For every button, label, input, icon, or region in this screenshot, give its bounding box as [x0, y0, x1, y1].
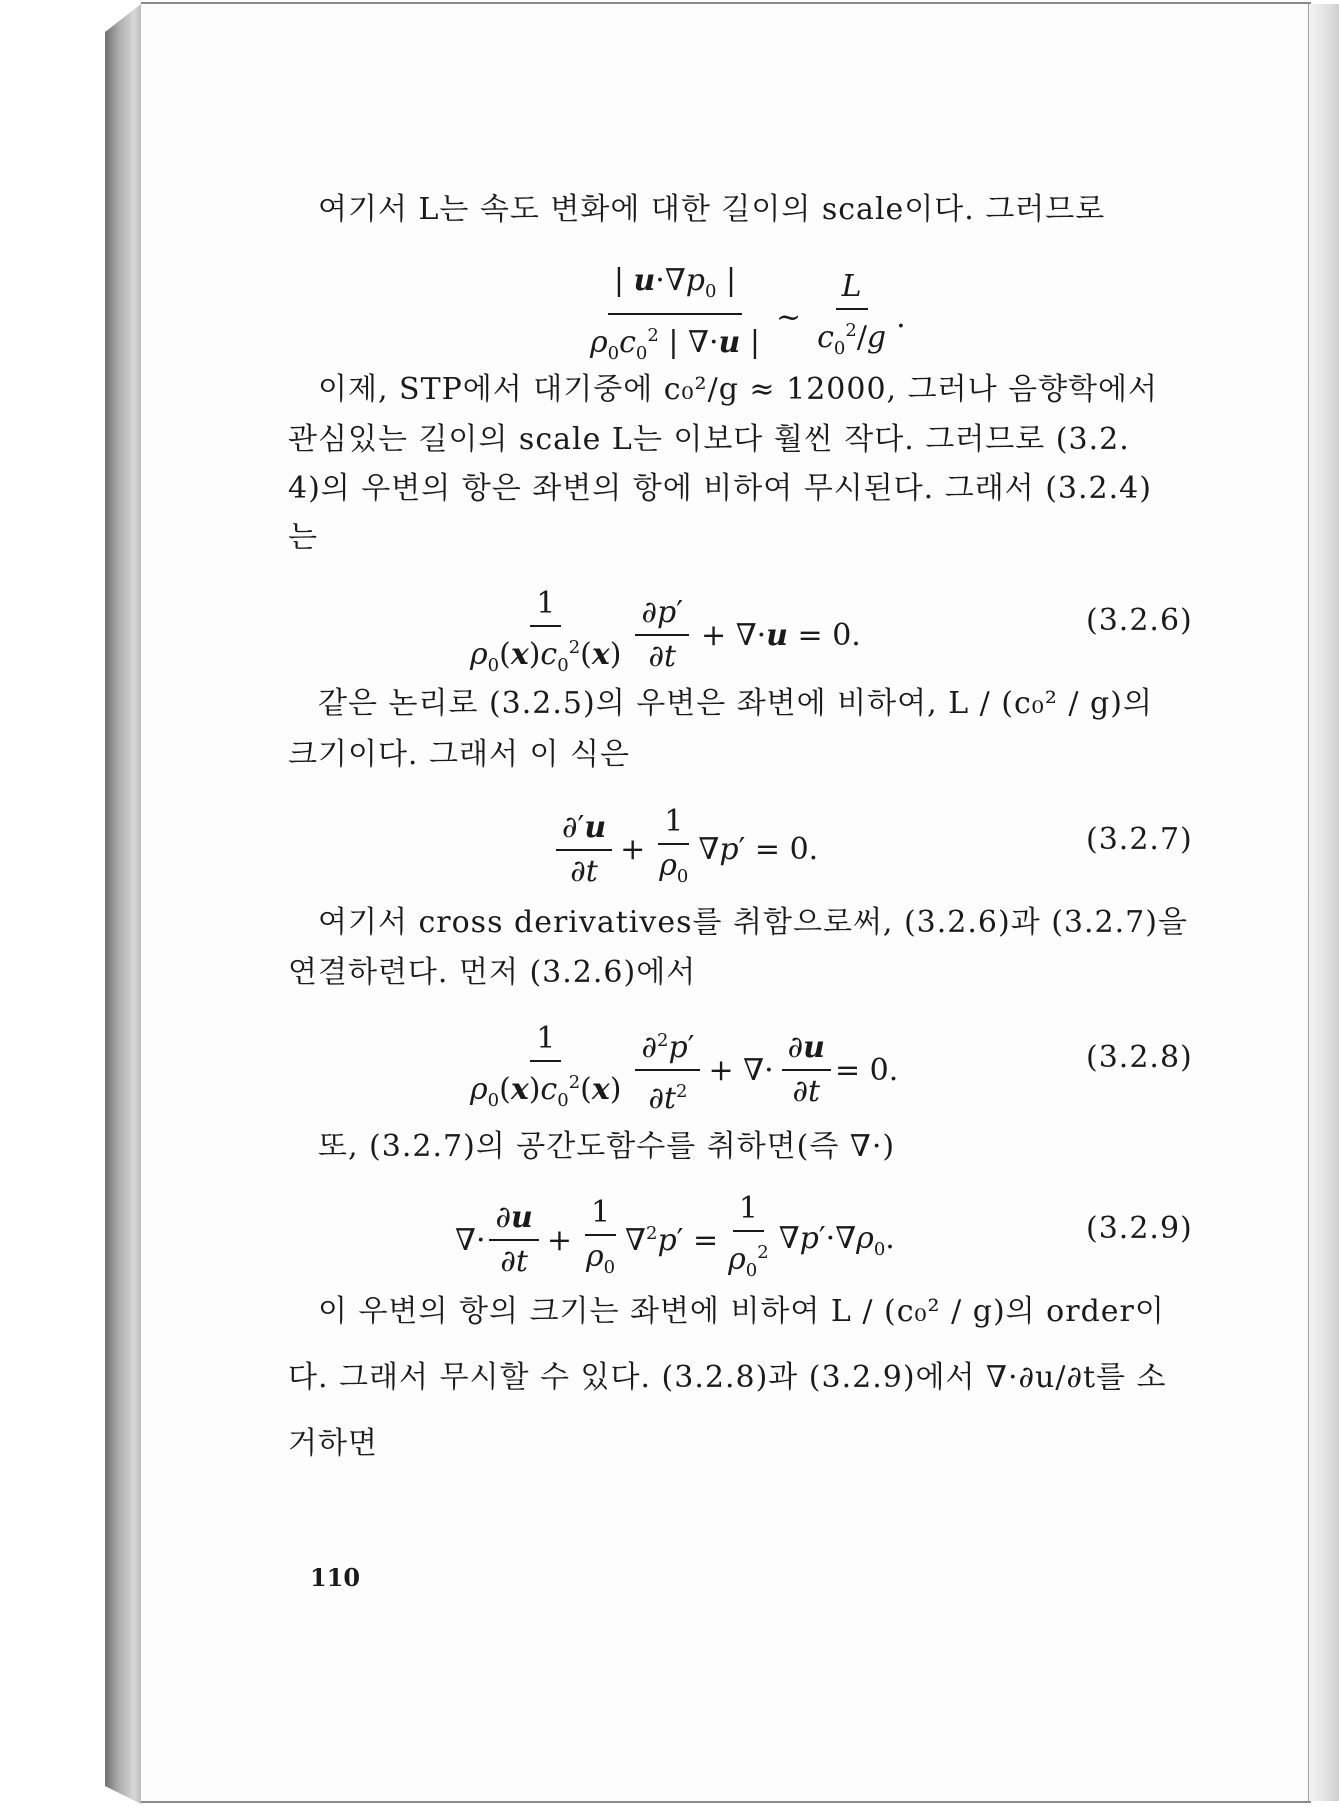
book-spine [105, 4, 141, 1804]
text-line-12: 다. 그래서 무시할 수 있다. (3.2.8)과 (3.2.9)에서 ∇·∂u/∂t를 소 [288, 1360, 1167, 1395]
text-line-4: 4)의 우변의 항은 좌변의 항에 비하여 무시된다. 그래서 (3.2.4) [288, 471, 1152, 506]
text-line-2: 이제, STP에서 대기중에 c₀²/g ≈ 12000, 그러나 음향학에서 [318, 372, 1158, 407]
equation-number: (3.2.9) [1086, 1211, 1193, 1246]
equation-ratio: $\frac{| u\cdot\nabla p_0 |}{\rho_0c_0^2 | \nabla\cdot u |}$ ~ $\frac{L}{c_0^2/g}$ . [590, 263, 906, 364]
text-line-8: 여기서 cross derivatives를 취함으로써, (3.2.6)과 (3.2.7)을 [318, 905, 1188, 940]
equation-number: (3.2.8) [1086, 1040, 1193, 1075]
equation-3-2-9: ∇· $\frac{\partial u}{\partial t}$ + $\frac{1}{\rho_0}$ ∇$^2$p′ = $\frac{1}{\rho_0^2}$ $\nabla p'\cdot\nabla\rho_0$. [455, 1191, 895, 1281]
equation-3-2-7: $\frac{\partial'u}{\partial t}$ + $\frac{1}{\rho_0}$ ∇p′ = 0. [552, 803, 818, 896]
text-line-6: 같은 논리로 (3.2.5)의 우변은 좌변에 비하여, L / (c₀² / g)의 [318, 686, 1153, 721]
equation-number: (3.2.6) [1086, 603, 1193, 638]
text-line-11: 이 우변의 항의 크기는 좌변에 비하여 L / (c₀² / g)의 order이 [318, 1294, 1165, 1329]
text-line-3: 관심있는 길이의 scale L는 이보다 훨씬 작다. 그러므로 (3.2. [288, 422, 1130, 457]
text-line-9: 연결하련다. 먼저 (3.2.6)에서 [288, 955, 697, 990]
equation-3-2-8: $\frac{1}{\rho_0(x)c_0^2(x)}$ $\frac{\partial^2p'}{\partial t^2}$ + ∇· $\frac{\partial u}{\partial t}$ = 0. [470, 1021, 899, 1116]
equation-3-2-6: $\frac{1}{\rho_0(x)c_0^2(x)}$ $\frac{\partial p'}{\partial t}$ + ∇·u = 0. [470, 586, 861, 676]
text-line-7: 크기이다. 그래서 이 식은 [288, 737, 630, 772]
page-number: 110 [310, 1563, 361, 1592]
text-line-13: 거하면 [288, 1426, 378, 1461]
text-line-1: 여기서 L는 속도 변화에 대한 길이의 scale이다. 그러므로 [318, 192, 1106, 227]
text-line-5: 는 [288, 520, 318, 555]
text-line-10: 또, (3.2.7)의 공간도함수를 취하면(즉 ∇·) [318, 1129, 896, 1164]
page-stack-edge [1308, 4, 1339, 1801]
equation-number: (3.2.7) [1086, 822, 1193, 857]
